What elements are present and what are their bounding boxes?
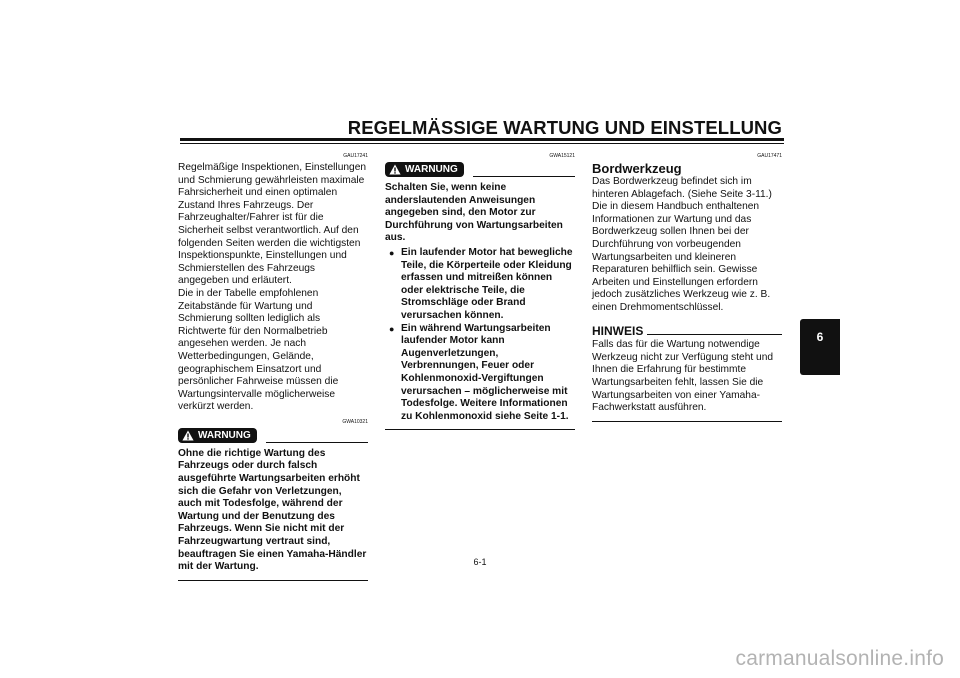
warning-header (385, 162, 575, 178)
warning-intro: Schalten Sie, wenn keine anderslautenden Anweisungen angegeben sind, den Motor zur Durchführung von Wartungsarbeiten aus. (385, 182, 563, 244)
warning-header-line (266, 442, 368, 443)
warning-badge (178, 428, 257, 443)
intro-paragraph-2: Die in der Tabelle empfohlenen Zeitabstände für Wartung und Schmierung sollten lediglich als Richtwerte für den Normalbetrieb angesehen werden. Je nach Wetterbedingungen, Gelände, geographischem Einsatzort und persönlicher Fahrweise müssen die Wartungsintervalle möglicherweise verkürzt werden. (178, 287, 339, 413)
note-header (592, 325, 782, 338)
section-code: GAU17471 (757, 153, 782, 159)
warning-box-end-line (385, 429, 575, 430)
bullet-item: ● Ein während Wartungsarbeiten laufender Motor kann Augenverletzungen, Verbrennungen, Feuer oder Kohlenmonoxid-Vergiftungen verursachen – möglicherweise mit Todesfolge. Weitere Informationen zu Kohlenmonoxid siehe Seite 1-1. (385, 323, 575, 424)
warning-text: Ohne die richtige Wartung des Fahrzeugs oder durch falsch ausgeführte Wartungsarbeiten erhöht sich die Gefahr von Verletzungen, auch mit Todesfolge, während der Wartung und der Benutzung des Fahrzeugs. Wenn Sie nicht mit der Fahrzeugwartung vertraut sind, beauftragen Sie einen Yamaha-Händler mit der Wartung. (178, 447, 367, 573)
page-title: REGELMÄSSIGE WARTUNG UND EINSTELLUNG (347, 117, 782, 138)
warning-triangle-icon (389, 164, 401, 175)
bullet-item: ● Ein laufender Motor hat bewegliche Teile, die Körperteile oder Kleidung erfassen und mitreißen können oder elektrische Teile, die Stromschläge oder Brand verursachen können. (385, 247, 575, 323)
note-end-line (592, 421, 782, 422)
toolkit-paragraph-1: Das Bordwerkzeug befindet sich im hinteren Ablagefach. (Siehe Seite 3-11.) (592, 176, 772, 200)
toolkit-paragraph-2: Die in diesem Handbuch enthaltenen Informationen zur Wartung und das Bordwerkzeug sollen Ihnen bei der Durchführung von vorbeugenden Wartungsarbeiten und kleineren Reparaturen behilflich sein. Gewisse Arbeiten und Einstellungen erfordern jedoch zusätzliches Werkzeug wie z. B. einen Drehmomentschlüssel. (592, 201, 771, 313)
chapter-tab: 6 (800, 319, 840, 375)
note-header-line (647, 334, 782, 335)
column-2 (385, 150, 575, 430)
section-code: GAU17241 (343, 153, 368, 159)
note-text: Falls das für die Wartung notwendige Werkzeug nicht zur Verfügung steht und Ihnen die Erfahrung für bestimmte Wartungsarbeiten fehlt, lassen Sie die Wartungsarbeiten von einer Yamaha-Fachwerkstatt ausführen. (592, 339, 774, 414)
warning-header (178, 428, 368, 444)
page-number: 6-1 (473, 557, 487, 567)
section-heading: Bordwerkzeug (592, 161, 682, 176)
warning-bullet-list (385, 247, 575, 423)
warning-label: WARNUNG (405, 164, 458, 175)
warning-box-end-line (178, 580, 368, 581)
note-label: HINWEIS (592, 323, 644, 338)
warning-triangle-icon (182, 430, 194, 441)
warning-badge (385, 162, 464, 177)
warning-code: GWA10321 (342, 418, 368, 425)
column-1 (178, 150, 368, 581)
warning-box-2 (385, 162, 575, 430)
title-rule-thick (180, 138, 784, 141)
column-3 (592, 150, 782, 422)
watermark: carmanualsonline.info (735, 647, 944, 670)
title-rule-thin (180, 143, 784, 144)
warning-header-line (473, 176, 575, 177)
warning-code: GWA15121 (549, 153, 575, 159)
intro-paragraph-1: Regelmäßige Inspektionen, Einstellungen und Schmierung gewährleisten maximale Fahrsicherheit und einen optimalen Zustand Ihres Fahrzeugs. Der Fahrzeughalter/Fahrer ist für die Sicherheit selbst verantwortlich. Auf den folgenden Seiten werden die wichtigsten Inspektionspunkte, Einstellungen und Schmierstellen des Fahrzeugs angegeben und erläutert. (178, 162, 367, 287)
warning-label: WARNUNG (198, 429, 251, 441)
